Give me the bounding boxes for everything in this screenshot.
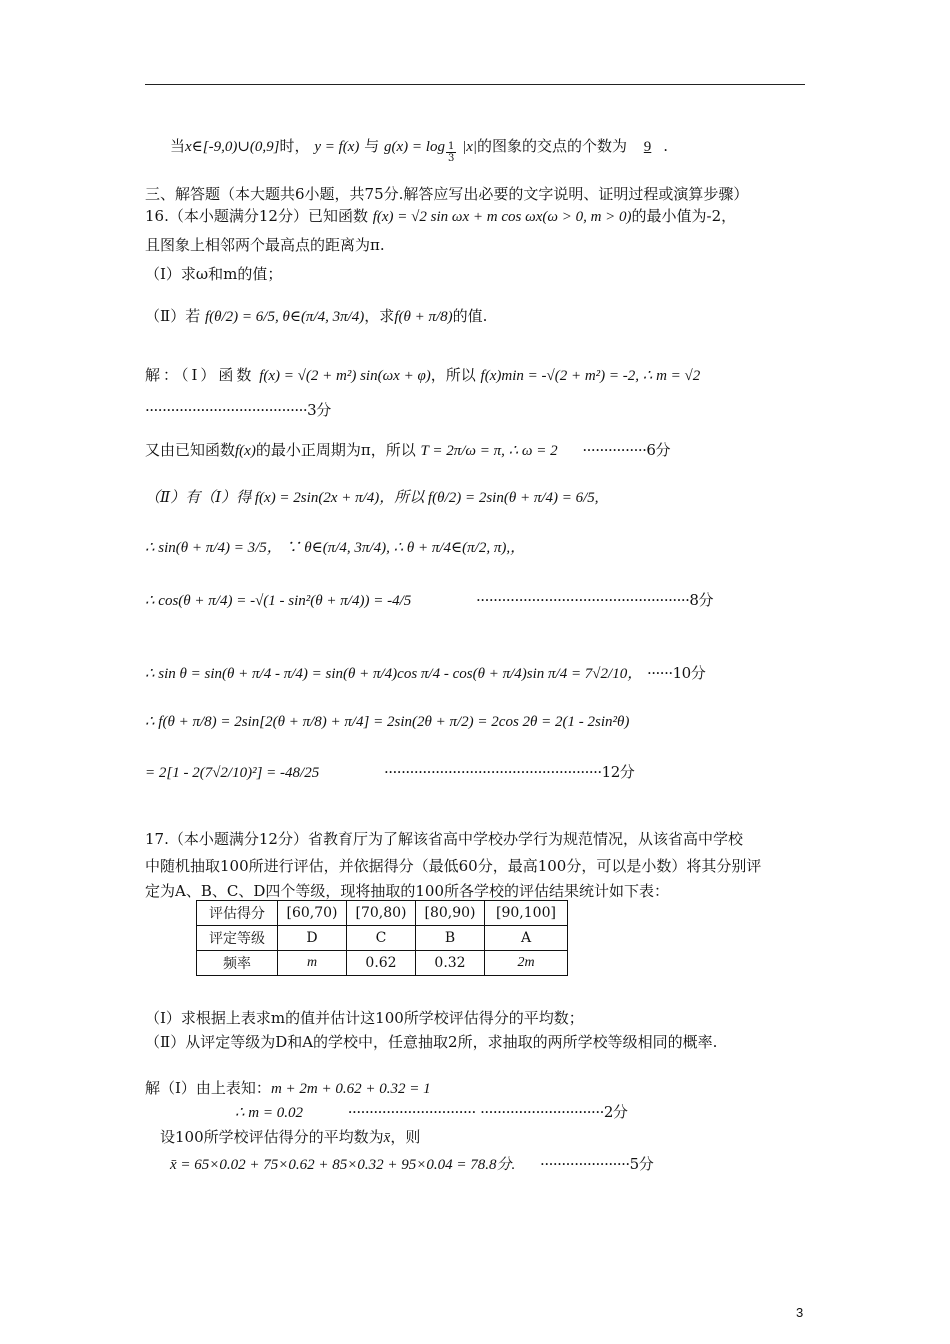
q17-sol-line3: 设100所学校评估得分的平均数为x̄，则 <box>160 1128 421 1146</box>
text: 的图象的交点的个数为 <box>477 137 628 155</box>
table-row <box>197 926 568 951</box>
score-mark: ··················································8分 <box>476 591 713 609</box>
math-expr: |x| <box>462 139 477 155</box>
q16-sol-line8: = 2[1 - 2(7√2/10)²] = -48/25 ···················································12分 <box>145 763 635 781</box>
text: 与 <box>364 137 380 155</box>
q17-sol-line4: x̄ = 65×0.02 + 75×0.62 + 85×0.32 + 95×0.04 = 78.8分. ·····················5分 <box>170 1155 654 1173</box>
table-cell: m <box>278 951 347 976</box>
score-mark: ···················································12分 <box>384 763 635 781</box>
q16-sol-line7: ∴ f(θ + π/8) = 2sin[2(θ + π/8) + π/4] = 2sin(2θ + π/2) = 2cos 2θ = 2(1 - 2sin²θ) <box>145 714 630 730</box>
table-row <box>197 951 568 976</box>
table-cell: 评估得分 <box>197 901 278 926</box>
math-expr: y = f(x) <box>314 139 360 155</box>
score-table <box>196 900 568 976</box>
q16-stem2: 且图象上相邻两个最高点的距离为π. <box>145 236 385 254</box>
table-cell: [80,90) <box>416 901 485 926</box>
section-title: 三、解答题（本大题共6小题，共75分.解答应写出必要的文字说明、证明过程或演算步骤） <box>145 185 749 203</box>
answer-blank: 9 <box>643 139 652 155</box>
math-expr: g(x) = log <box>384 139 445 155</box>
log-base: $\frac{1}{3}$ <box>447 141 455 164</box>
score-mark: ······························ ·····························2分 <box>347 1103 628 1121</box>
table-cell: 2m <box>485 951 568 976</box>
table-cell: B <box>416 926 485 951</box>
score-mark: ······································3分 <box>145 401 331 419</box>
table-cell: [90,100] <box>485 901 568 926</box>
table-cell: 频率 <box>197 951 278 976</box>
header-rule <box>145 84 805 85</box>
q17-stem3: 定为A、B、C、D四个等级，现将抽取的100所各学校的评估结果统计如下表： <box>145 882 669 900</box>
table-cell: [70,80) <box>347 901 416 926</box>
fill-blank-line <box>170 136 668 164</box>
q17-part2: （Ⅱ）从评定等级为D和A的学校中，任意抽取2所，求抽取的两所学校等级相同的概率. <box>145 1033 718 1051</box>
q16-sol-line4: ∴ sin(θ + π/4) = 3/5， ∵ θ∈(π/4, 3π/4), ∴ θ + π/4∈(π/2, π),， <box>145 540 526 556</box>
q16-sol-line6: ∴ sin θ = sin(θ + π/4 - π/4) = sin(θ + π/4)cos π/4 - cos(θ + π/4)sin π/4 = 7√2/10， ······10分 <box>145 664 706 682</box>
score-mark: ······10分 <box>647 664 706 682</box>
table-cell: C <box>347 926 416 951</box>
table-cell: A <box>485 926 568 951</box>
table-cell: 0.32 <box>416 951 485 976</box>
q16-sol-line2: 又由已知函数f(x)的最小正周期为π，所以 T = 2π/ω = π, ∴ ω = 2 ···············6分 <box>145 441 670 459</box>
q16-part1: （Ⅰ）求ω和m的值； <box>145 265 283 283</box>
q16-part2: （Ⅱ）若 f(θ/2) = 6/5, θ∈(π/4, 3π/4)，求f(θ + π/8)的值. <box>145 307 488 325</box>
q17-stem1: 17.（本小题满分12分）省教育厅为了解该省高中学校办学行为规范情况，从该省高中学校 <box>145 830 743 848</box>
math-expr: x∈[-9,0)∪(0,9] <box>185 139 280 155</box>
q17-sol-line2: ∴ m = 0.02 ······························ ·····························2分 <box>235 1103 628 1121</box>
table-cell: 评定等级 <box>197 926 278 951</box>
q17-stem2: 中随机抽取100所进行评估，并依据得分（最低60分，最高100分，可以是小数）将其分别评 <box>145 857 762 875</box>
text: 当 <box>170 137 186 155</box>
q16-sol-line1: 解：（Ⅰ）函数 f(x) = √(2 + m²) sin(ωx + φ)，所以 f(x)min = -√(2 + m²) = -2, ∴ m = √2 <box>145 366 701 384</box>
table-row <box>197 901 568 926</box>
q16-sol-line5: ∴ cos(θ + π/4) = -√(1 - sin²(θ + π/4)) = -4/5 ··················································8分 <box>145 591 713 609</box>
table-cell: D <box>278 926 347 951</box>
table-cell: [60,70) <box>278 901 347 926</box>
q16-sol-line3: （Ⅱ）有（Ⅰ）得 f(x) = 2sin(2x + π/4)，所以 f(θ/2) = 2sin(θ + π/4) = 6/5, <box>145 490 599 506</box>
score-mark: ·····················5分 <box>540 1155 654 1173</box>
q16-stem: 16.（本小题满分12分）已知函数 f(x) = √2 sin ωx + m cos ωx(ω > 0, m > 0)的最小值为-2， <box>145 207 737 225</box>
page-number: 3 <box>796 1305 804 1320</box>
table-cell: 0.62 <box>347 951 416 976</box>
q17-sol-line1: 解（Ⅰ）由上表知：m + 2m + 0.62 + 0.32 = 1 <box>145 1079 431 1097</box>
text: 时， <box>279 137 310 155</box>
text: . <box>663 137 669 155</box>
q17-part1: （Ⅰ）求根据上表求m的值并估计这100所学校评估得分的平均数； <box>145 1009 584 1027</box>
score-mark: ···············6分 <box>582 441 670 459</box>
